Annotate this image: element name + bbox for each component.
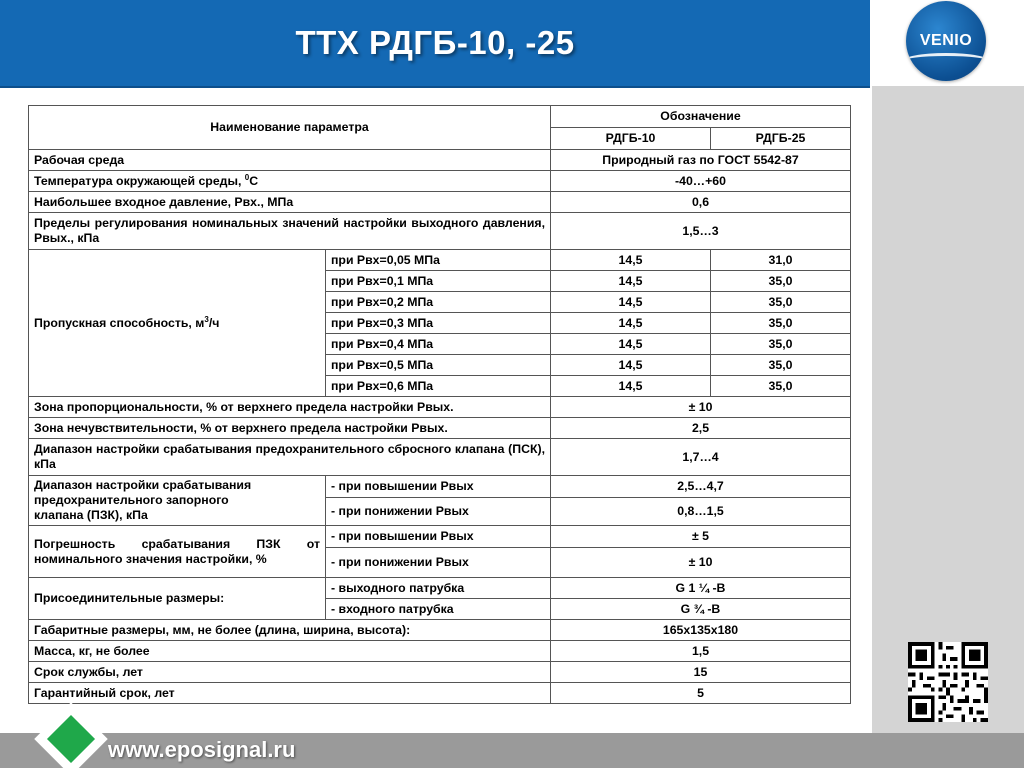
value-cell: 5 bbox=[551, 683, 851, 704]
value-rdgb10: 14,5 bbox=[551, 376, 711, 397]
param-tail: С bbox=[249, 173, 259, 188]
param-cell: Пределы регулирования номинальных значений настройки выходного давления, Рвых., кПа bbox=[29, 213, 551, 250]
value-cell: G ¾ -В bbox=[551, 599, 851, 620]
value-cell: 2,5 bbox=[551, 418, 851, 439]
pzk-error-param: Погрешность срабатывания ПЗК от номинального значения настройки, % bbox=[29, 526, 326, 578]
pzk-param bbox=[29, 476, 326, 526]
value-rdgb25: 35,0 bbox=[711, 292, 851, 313]
value-cell: 0,6 bbox=[551, 192, 851, 213]
param-cell: Срок службы, лет bbox=[29, 662, 551, 683]
value-rdgb10: 14,5 bbox=[551, 292, 711, 313]
condition-cell: - входного патрубка bbox=[326, 599, 551, 620]
venio-logo bbox=[906, 1, 986, 81]
condition-cell: при Рвх=0,1 МПа bbox=[326, 271, 551, 292]
condition-cell: при Рвх=0,2 МПа bbox=[326, 292, 551, 313]
value-cell: 0,8…1,5 bbox=[551, 498, 851, 526]
value-cell: -40…+60 bbox=[551, 171, 851, 192]
param-cell: Гарантийный срок, лет bbox=[29, 683, 551, 704]
table-row bbox=[29, 662, 851, 683]
condition-cell: - при понижении Рвых bbox=[326, 548, 551, 578]
table-row bbox=[29, 439, 851, 476]
website-link[interactable]: www.eposignal.ru bbox=[108, 737, 296, 762]
table-row bbox=[29, 620, 851, 641]
capacity-row bbox=[29, 250, 851, 271]
param-cell: Диапазон настройки срабатывания предохранительного сбросного клапана (ПСК), кПа bbox=[29, 439, 551, 476]
pzk-error-row bbox=[29, 526, 851, 548]
specs-table-container bbox=[28, 105, 851, 704]
footer-bar bbox=[0, 733, 1024, 768]
condition-cell: при Рвх=0,6 МПа bbox=[326, 376, 551, 397]
connection-param: Присоединительные размеры: bbox=[29, 578, 326, 620]
capacity-param-text: Пропускная способность, м bbox=[34, 315, 205, 330]
value-cell: G 1 ¼ -В bbox=[551, 578, 851, 599]
condition-cell: - при повышении Рвых bbox=[326, 526, 551, 548]
value-rdgb25: 35,0 bbox=[711, 271, 851, 292]
condition-cell: - при понижении Рвых bbox=[326, 498, 551, 526]
side-panel bbox=[872, 86, 1024, 733]
capacity-param bbox=[29, 250, 326, 397]
param-cell: Наибольшее входное давление, Рвх., МПа bbox=[29, 192, 551, 213]
slide-title: ТТХ РДГБ-10, -25 bbox=[295, 24, 575, 61]
condition-cell: при Рвх=0,4 МПа bbox=[326, 334, 551, 355]
value-rdgb25: 35,0 bbox=[711, 334, 851, 355]
value-cell: 165х135х180 bbox=[551, 620, 851, 641]
value-rdgb10: 14,5 bbox=[551, 334, 711, 355]
table-row bbox=[29, 683, 851, 704]
pzk-param-line: предохранительного запорного bbox=[34, 493, 229, 507]
value-cell: 1,5 bbox=[551, 641, 851, 662]
value-rdgb25: 35,0 bbox=[711, 376, 851, 397]
param-text: Температура окружающей среды, bbox=[34, 173, 245, 188]
value-cell: ± 10 bbox=[551, 548, 851, 578]
value-cell: 2,5…4,7 bbox=[551, 476, 851, 498]
value-cell: ± 10 bbox=[551, 397, 851, 418]
table-row bbox=[29, 171, 851, 192]
logo-text: VENIO bbox=[919, 32, 973, 49]
param-cell: Рабочая среда bbox=[29, 150, 551, 171]
param-cell: Зона нечувствительности, % от верхнего предела настройки Рвых. bbox=[29, 418, 551, 439]
param-sup: 0 bbox=[244, 172, 250, 182]
pzk-param-line: Диапазон настройки срабатывания bbox=[34, 478, 252, 492]
pzk-param-line: клапана (ПЗК), кПа bbox=[34, 508, 148, 522]
header-row bbox=[29, 106, 851, 128]
pzk-row bbox=[29, 476, 851, 498]
condition-cell: при Рвх=0,05 МПа bbox=[326, 250, 551, 271]
qr-code-icon bbox=[908, 642, 988, 722]
capacity-param-sup: 3 bbox=[204, 314, 209, 324]
table-row bbox=[29, 192, 851, 213]
header-param: Наименование параметра bbox=[29, 106, 551, 150]
condition-cell: при Рвх=0,3 МПа bbox=[326, 313, 551, 334]
logo-swoosh bbox=[906, 53, 986, 70]
header-model-rdgb10: РДГБ-10 bbox=[551, 128, 711, 150]
value-rdgb25: 35,0 bbox=[711, 313, 851, 334]
condition-cell: - при повышении Рвых bbox=[326, 476, 551, 498]
specs-table bbox=[28, 105, 851, 704]
param-cell: Габаритные размеры, мм, не более (длина, ширина, высота): bbox=[29, 620, 551, 641]
param-cell: Масса, кг, не более bbox=[29, 641, 551, 662]
table-row bbox=[29, 641, 851, 662]
value-rdgb10: 14,5 bbox=[551, 250, 711, 271]
value-rdgb25: 31,0 bbox=[711, 250, 851, 271]
header-designation: Обозначение bbox=[551, 106, 851, 128]
condition-cell: при Рвх=0,5 МПа bbox=[326, 355, 551, 376]
value-cell: 1,5…3 bbox=[551, 213, 851, 250]
capacity-param-tail: /ч bbox=[208, 315, 220, 330]
value-cell: Природный газ по ГОСТ 5542-87 bbox=[551, 150, 851, 171]
logo-panel bbox=[872, 0, 1024, 86]
table-row bbox=[29, 150, 851, 171]
value-rdgb10: 14,5 bbox=[551, 271, 711, 292]
connection-row bbox=[29, 578, 851, 599]
value-rdgb10: 14,5 bbox=[551, 355, 711, 376]
param-cell: Зона пропорциональности, % от верхнего предела настройки Рвых. bbox=[29, 397, 551, 418]
value-cell: 1,7…4 bbox=[551, 439, 851, 476]
condition-cell: - выходного патрубка bbox=[326, 578, 551, 599]
param-cell bbox=[29, 171, 551, 192]
table-row bbox=[29, 418, 851, 439]
value-cell: 15 bbox=[551, 662, 851, 683]
title-bar bbox=[0, 0, 870, 88]
value-rdgb10: 14,5 bbox=[551, 313, 711, 334]
value-cell: ± 5 bbox=[551, 526, 851, 548]
table-row bbox=[29, 397, 851, 418]
value-rdgb25: 35,0 bbox=[711, 355, 851, 376]
header-model-rdgb25: РДГБ-25 bbox=[711, 128, 851, 150]
table-row bbox=[29, 213, 851, 250]
